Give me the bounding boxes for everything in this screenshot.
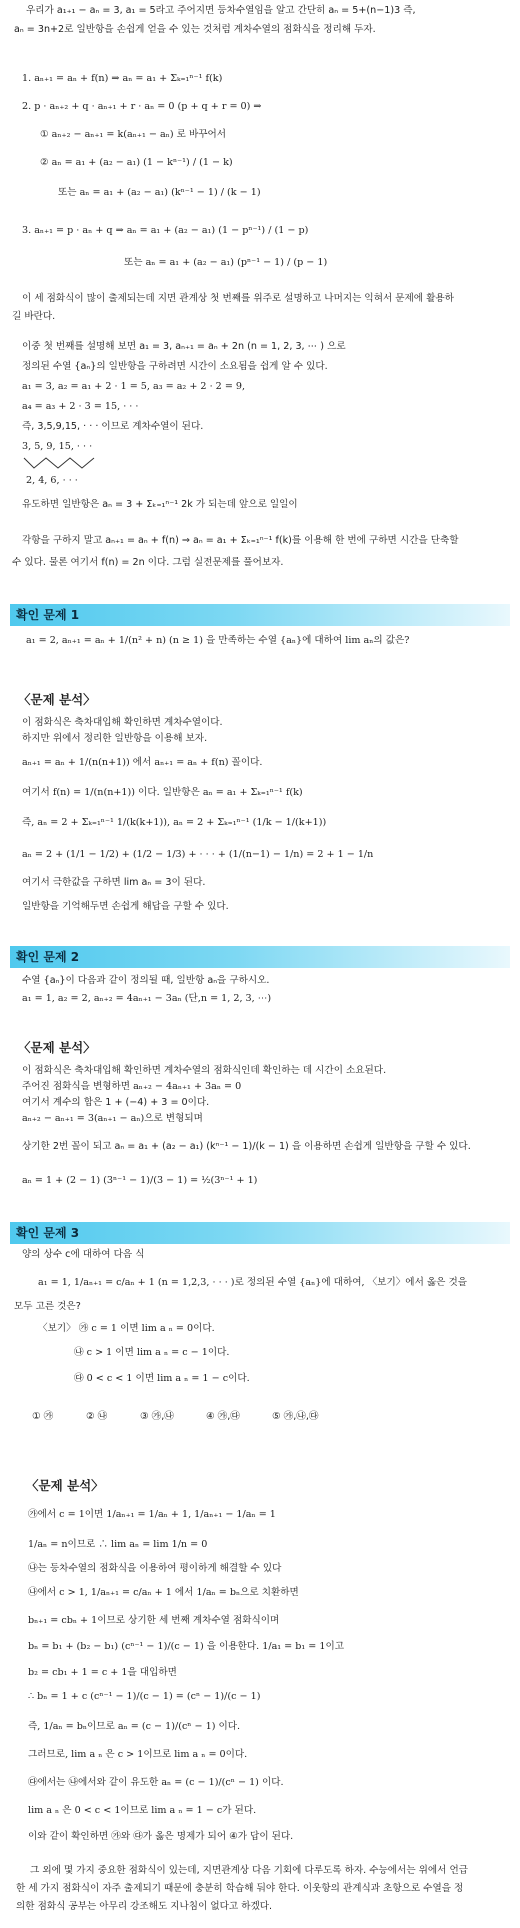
option-1[interactable]: ① ㉮ xyxy=(32,1411,54,1422)
analysis-1-line-2: 하지만 위에서 정리한 일반항을 이용해 보자. xyxy=(22,733,208,744)
example-line-1: 이중 첫 번째를 설명해 보면 a₁ = 3, aₙ₊₁ = aₙ + 2n (n = 1, 2, 3, ⋯ ) 으로 xyxy=(22,341,346,352)
outro-line-3: 의한 점화식 공부는 아무리 강조해도 지나침이 없다고 하겠다. xyxy=(16,1901,273,1912)
analysis-1-line-6: aₙ = 2 + (1/1 − 1/2) + (1/2 − 1/3) + · · · + (1/(n−1) − 1/n) = 2 + 1 − 1/n xyxy=(22,849,374,860)
analysis-2-line-2: 주어진 점화식을 변형하면 aₙ₊₂ − 4aₙ₊₁ + 3aₙ = 0 xyxy=(22,1081,242,1092)
analysis-3-line-10: 그러므로, lim a ₙ 은 c > 1이므로 lim a ₙ = 0이다. xyxy=(28,1749,248,1760)
problem-2-banner xyxy=(10,946,510,968)
intro-line-2: aₙ = 3n+2로 일반항을 손쉽게 얻을 수 있는 것처럼 계차수열의 점화식을 정리해 두자. xyxy=(14,24,376,35)
analysis-3-line-7: b₂ = cb₁ + 1 = c + 1을 대입하면 xyxy=(28,1667,177,1678)
option-4[interactable]: ④ ㉮,㉰ xyxy=(206,1411,240,1422)
analysis-3-line-2: 1/aₙ = n이므로 ∴ lim aₙ = lim 1/n = 0 xyxy=(28,1539,208,1550)
outro-line-1: 그 외에 몇 가지 중요한 점화식이 있는데, 지면관계상 다음 기회에 다루도록 하자. 수능에서는 위에서 언급 xyxy=(30,1865,469,1876)
formula-3b: 또는 aₙ = a₁ + (a₂ − a₁) (pⁿ⁻¹ − 1) / (p − 1) xyxy=(124,257,328,268)
example-line-3: a₁ = 3, a₂ = a₁ + 2 · 1 = 5, a₃ = a₂ + 2 · 2 = 9, xyxy=(22,381,246,392)
formula-2b: ② aₙ = a₁ + (a₂ − a₁) (1 − kⁿ⁻¹) / (1 − k) xyxy=(40,157,233,168)
choice-na: ㉯ c > 1 이면 lim a ₙ = c − 1이다. xyxy=(74,1347,230,1358)
problem-3-banner xyxy=(10,1222,510,1244)
analysis-3-line-9: 즉, 1/aₙ = bₙ이므로 aₙ = (c − 1)/(cⁿ − 1) 이다. xyxy=(28,1721,241,1732)
difference-arrows xyxy=(22,456,122,470)
analysis-1-line-3: aₙ₊₁ = aₙ + 1/(n(n+1)) 에서 aₙ₊₁ = aₙ + f(n) 꼴이다. xyxy=(22,757,263,768)
analysis-3-line-3: ㉯는 등차수열의 점화식을 이용하여 평이하게 해결할 수 있다 xyxy=(28,1563,282,1574)
example-line-10: 수 있다. 물론 여기서 f(n) = 2n 이다. 그럼 실전문제를 풀어보자. xyxy=(12,557,284,568)
problem-1-title: 확인 문제 1 xyxy=(16,608,80,622)
example-line-5: 즉, 3,5,9,15, · · · 이므로 계차수열이 된다. xyxy=(22,421,204,432)
example-line-9: 각항을 구하지 말고 aₙ₊₁ = aₙ + f(n) ⇒ aₙ = a₁ + Σₖ₌₁ⁿ⁻¹ f(k)를 이용해 한 번에 구하면 시간을 단축할 xyxy=(22,535,459,546)
option-3[interactable]: ③ ㉮,㉯ xyxy=(140,1411,174,1422)
analysis-2-heading: 〈문제 분석〉 xyxy=(18,1040,96,1055)
analysis-3-line-12: lim a ₙ 은 0 < c < 1이므로 lim a ₙ = 1 − c가 된다. xyxy=(28,1805,257,1816)
analysis-2-line-4: aₙ₊₂ − aₙ₊₁ = 3(aₙ₊₁ − aₙ)으로 변형되며 xyxy=(22,1113,203,1124)
formula-3: 3. aₙ₊₁ = p · aₙ + q ⇒ aₙ = a₁ + (a₂ − a₁) (1 − pⁿ⁻¹) / (1 − p) xyxy=(22,225,309,236)
analysis-1-heading: 〈문제 분석〉 xyxy=(18,692,96,707)
problem-3-question-3: 모두 고른 것은? xyxy=(14,1301,81,1312)
analysis-3-line-13: 이와 같이 확인하면 ㉮와 ㉰가 옳은 명제가 되어 ④가 답이 된다. xyxy=(28,1831,294,1842)
analysis-1-line-5: 즉, aₙ = 2 + Σₖ₌₁ⁿ⁻¹ 1/(k(k+1)), aₙ = 2 + Σₖ₌₁ⁿ⁻¹ (1/k − 1/(k+1)) xyxy=(22,817,327,828)
outro-line-2: 한 세 가지 점화식이 자주 출제되기 때문에 충분히 학습해 둬야 한다. 이웃항의 관계식과 초항으로 수열을 정 xyxy=(16,1883,464,1894)
example-line-8: 유도하면 일반항은 aₙ = 3 + Σₖ₌₁ⁿ⁻¹ 2k 가 되는데 앞으로 일일이 xyxy=(22,499,298,510)
analysis-3-line-4: ㉯에서 c > 1, 1/aₙ₊₁ = c/aₙ + 1 에서 1/aₙ = bₙ으로 치환하면 xyxy=(28,1587,299,1598)
analysis-3-line-11: ㉰에서는 ㉯에서와 같이 유도한 aₙ = (c − 1)/(cⁿ − 1) 이다. xyxy=(28,1777,284,1788)
intro-paragraph-1b: 길 바란다. xyxy=(12,311,56,322)
analysis-2-line-1: 이 점화식은 축차대입해 확인하면 계차수열의 점화식인데 확인하는 데 시간이 소요된다. xyxy=(22,1065,387,1076)
analysis-3-line-1: ㉮에서 c = 1이면 1/aₙ₊₁ = 1/aₙ + 1, 1/aₙ₊₁ − 1/aₙ = 1 xyxy=(28,1509,276,1520)
problem-3-question-2: a₁ = 1, 1/aₙ₊₁ = c/aₙ + 1 (n = 1,2,3, · · · )로 정의된 수열 {aₙ}에 대하여, 〈보기〉에서 옳은 것을 xyxy=(38,1277,468,1288)
sequence-row: 3, 5, 9, 15, · · · xyxy=(22,441,93,452)
formula-1: 1. aₙ₊₁ = aₙ + f(n) ⇒ aₙ = a₁ + Σₖ₌₁ⁿ⁻¹ f(k) xyxy=(22,73,223,84)
problem-2-title: 확인 문제 2 xyxy=(16,950,80,964)
example-line-4: a₄ = a₃ + 2 · 3 = 15, · · · xyxy=(22,401,139,412)
analysis-3-heading: 〈문제 분석〉 xyxy=(26,1478,104,1493)
analysis-1-line-7: 여기서 극한값을 구하면 lim aₙ = 3이 된다. xyxy=(22,877,206,888)
problem-2-question-2: a₁ = 1, a₂ = 2, aₙ₊₂ = 4aₙ₊₁ − 3aₙ (단,n = 1, 2, 3, ⋯) xyxy=(22,993,272,1004)
formula-2a: ① aₙ₊₂ − aₙ₊₁ = k(aₙ₊₁ − aₙ) 로 바꾸어서 xyxy=(40,129,227,140)
analysis-3-line-6: bₙ = b₁ + (b₂ − b₁) (cⁿ⁻¹ − 1)/(c − 1) 을 이용한다. 1/a₁ = b₁ = 1이고 xyxy=(28,1641,345,1652)
example-line-2: 정의된 수열 {aₙ}의 일반항을 구하려면 시간이 소요됨을 쉽게 알 수 있다. xyxy=(22,361,328,372)
formula-2: 2. p · aₙ₊₂ + q · aₙ₊₁ + r · aₙ = 0 (p + q + r = 0) ⇒ xyxy=(22,101,262,112)
analysis-3-line-5: bₙ₊₁ = cbₙ + 1이므로 상기한 세 번째 계차수열 점화식이며 xyxy=(28,1615,280,1626)
problem-2-question-1: 수열 {aₙ}이 다음과 같이 정의될 때, 일반항 aₙ을 구하시오. xyxy=(22,975,270,986)
analysis-2-line-5: 상기한 2번 꼴이 되고 aₙ = a₁ + (a₂ − a₁) (kⁿ⁻¹ − 1)/(k − 1) 을 이용하면 손쉽게 일반항을 구할 수 있다. xyxy=(22,1141,471,1152)
analysis-2-line-3: 여기서 계수의 합은 1 + (−4) + 3 = 0이다. xyxy=(22,1097,210,1108)
problem-1-banner xyxy=(10,604,510,626)
option-2[interactable]: ② ㉯ xyxy=(86,1411,108,1422)
intro-paragraph-1: 이 세 점화식이 많이 출제되는데 지면 관계상 첫 번째를 위주로 설명하고 나머지는 익혀서 문제에 활용하 xyxy=(22,293,454,304)
difference-row: 2, 4, 6, · · · xyxy=(26,475,78,486)
analysis-1-line-1: 이 점화식은 축차대입해 확인하면 계차수열이다. xyxy=(22,717,223,728)
intro-line-1: 우리가 a₁₊₁ − aₙ = 3, a₁ = 5라고 주어지면 등차수열임을 알고 간단히 aₙ = 5+(n−1)3 즉, xyxy=(26,5,416,16)
analysis-1-line-4: 여기서 f(n) = 1/(n(n+1)) 이다. 일반항은 aₙ = a₁ + Σₖ₌₁ⁿ⁻¹ f(k) xyxy=(22,787,303,798)
analysis-3-line-8: ∴ bₙ = 1 + c (cⁿ⁻¹ − 1)/(c − 1) = (cⁿ − 1)/(c − 1) xyxy=(28,1691,261,1702)
choice-da: ㉰ 0 < c < 1 이면 lim a ₙ = 1 − c이다. xyxy=(74,1373,250,1384)
formula-2c: 또는 aₙ = a₁ + (a₂ − a₁) (kⁿ⁻¹ − 1) / (k − 1) xyxy=(58,187,261,198)
choice-ga: 〈보기〉 ㉮ c = 1 이면 lim a ₙ = 0이다. xyxy=(38,1323,215,1334)
analysis-1-line-8: 일반항을 기억해두면 손쉽게 해답을 구할 수 있다. xyxy=(22,901,229,912)
problem-3-title: 확인 문제 3 xyxy=(16,1226,80,1240)
analysis-2-line-6: aₙ = 1 + (2 − 1) (3ⁿ⁻¹ − 1)/(3 − 1) = ½(3ⁿ⁻¹ + 1) xyxy=(22,1175,258,1186)
problem-1-question: a₁ = 2, aₙ₊₁ = aₙ + 1/(n² + n) (n ≥ 1) 을 만족하는 수열 {aₙ}에 대하여 lim aₙ의 값은? xyxy=(26,635,410,646)
option-5[interactable]: ⑤ ㉮,㉯,㉰ xyxy=(272,1411,319,1422)
problem-3-question-1: 양의 상수 c에 대하여 다음 식 xyxy=(22,1249,145,1260)
